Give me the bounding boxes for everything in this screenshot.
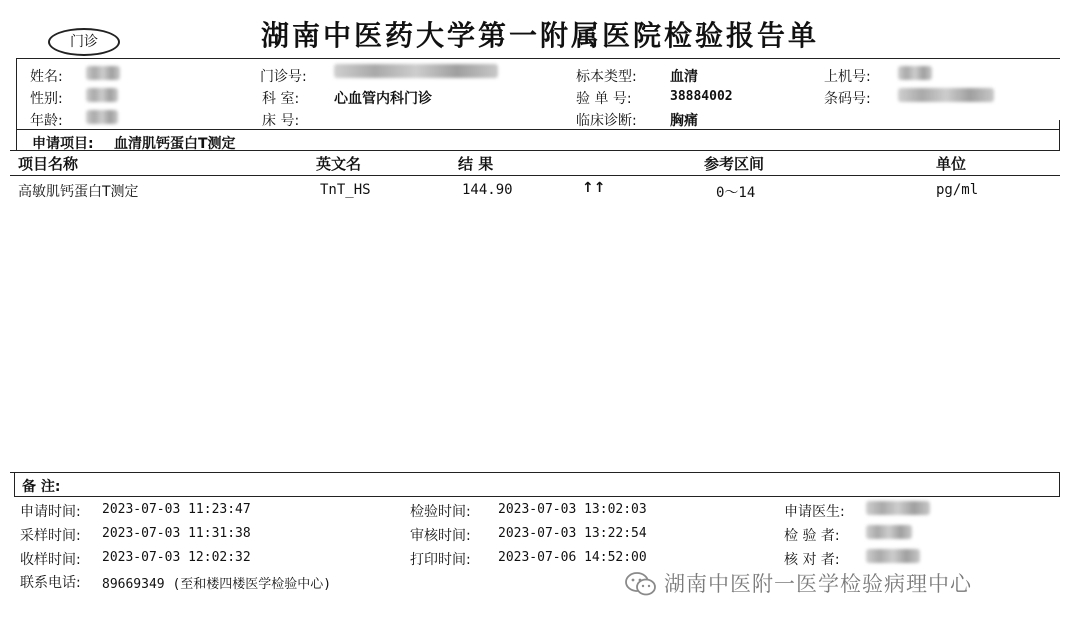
diagnosis-label: 临床诊断: [576, 113, 637, 129]
age-label: 年龄: [30, 113, 63, 129]
bed-label: 床 号: [262, 113, 300, 129]
outpatient-no-label: 门诊号: [260, 69, 307, 85]
dept-label: 科 室: [262, 91, 300, 107]
col-header-english: 英文名 [316, 155, 362, 173]
sample-time-label: 采样时间: [20, 528, 81, 544]
diagnosis-value: 胸痛 [670, 113, 698, 129]
footer-top-rule [10, 472, 1060, 473]
doctor-redacted [866, 501, 930, 515]
specimen-type-label: 标本类型: [576, 69, 637, 85]
clinic-tag: 门诊 [48, 28, 120, 56]
phone-label: 联系电话: [20, 575, 81, 591]
request-item-value: 血清肌钙蛋白T测定 [114, 136, 236, 152]
machine-no-label: 上机号: [824, 69, 871, 85]
row-result-value: 144.90 [462, 182, 513, 198]
table-top-rule [10, 150, 1060, 151]
col-header-reference: 参考区间 [704, 155, 765, 173]
checker-redacted [866, 549, 920, 563]
test-time-value: 2023-07-03 13:02:03 [498, 502, 647, 517]
receive-time-label: 收样时间: [20, 552, 81, 568]
row-unit: pg/ml [936, 182, 979, 198]
wechat-icon [624, 570, 658, 598]
row-item-name: 高敏肌钙蛋白T测定 [18, 184, 139, 200]
name-label: 姓名: [30, 69, 63, 85]
tester-label: 检 验 者: [784, 528, 840, 544]
header-right-rule [1059, 120, 1060, 150]
request-item-rule [16, 129, 1060, 130]
machine-no-redacted [898, 66, 932, 80]
test-no-value: 38884002 [670, 89, 733, 104]
age-redacted [86, 110, 118, 124]
sample-time-value: 2023-07-03 11:31:38 [102, 526, 251, 541]
specimen-type-value: 血清 [670, 69, 698, 85]
header-left-rule [16, 58, 17, 150]
dept-value: 心血管内科门诊 [334, 91, 432, 107]
print-time-label: 打印时间: [410, 552, 471, 568]
phone-value: 89669349 (至和楼四楼医学检验中心) [102, 577, 332, 592]
col-header-unit: 单位 [936, 155, 967, 173]
remarks-label: 备 注: [22, 479, 61, 495]
barcode-redacted [898, 88, 994, 102]
col-header-item: 项目名称 [18, 155, 79, 173]
request-item-label: 申请项目: [32, 136, 94, 152]
checker-label: 核 对 者: [784, 552, 840, 568]
barcode-label: 条码号: [824, 91, 871, 107]
print-time-value: 2023-07-06 14:52:00 [498, 550, 647, 565]
test-no-label: 验 单 号: [576, 91, 632, 107]
request-time-value: 2023-07-03 11:23:47 [102, 502, 251, 517]
test-time-label: 检验时间: [410, 504, 471, 520]
review-time-value: 2023-07-03 13:22:54 [498, 526, 647, 541]
remarks-bottom-rule [14, 496, 1060, 497]
table-header-rule [10, 175, 1060, 176]
outpatient-no-redacted [334, 64, 498, 78]
review-time-label: 审核时间: [410, 528, 471, 544]
header-top-rule [16, 58, 1060, 59]
request-time-label: 申请时间: [20, 504, 81, 520]
name-redacted [86, 66, 120, 80]
doctor-label: 申请医生: [784, 504, 845, 520]
row-flag-high: ↑↑ [582, 180, 606, 196]
watermark-text: 湖南中医附一医学检验病理中心 [664, 572, 972, 596]
col-header-result: 结 果 [458, 155, 494, 173]
row-reference-range: 0～14 [716, 185, 756, 201]
sex-label: 性别: [30, 91, 63, 107]
receive-time-value: 2023-07-03 12:02:32 [102, 550, 251, 565]
footer-left-rule [14, 472, 15, 496]
row-english-name: TnT_HS [320, 182, 371, 198]
sex-redacted [86, 88, 118, 102]
report-title: 湖南中医药大学第一附属医院检验报告单 [260, 19, 819, 52]
tester-redacted [866, 525, 912, 539]
footer-right-rule [1059, 472, 1060, 496]
